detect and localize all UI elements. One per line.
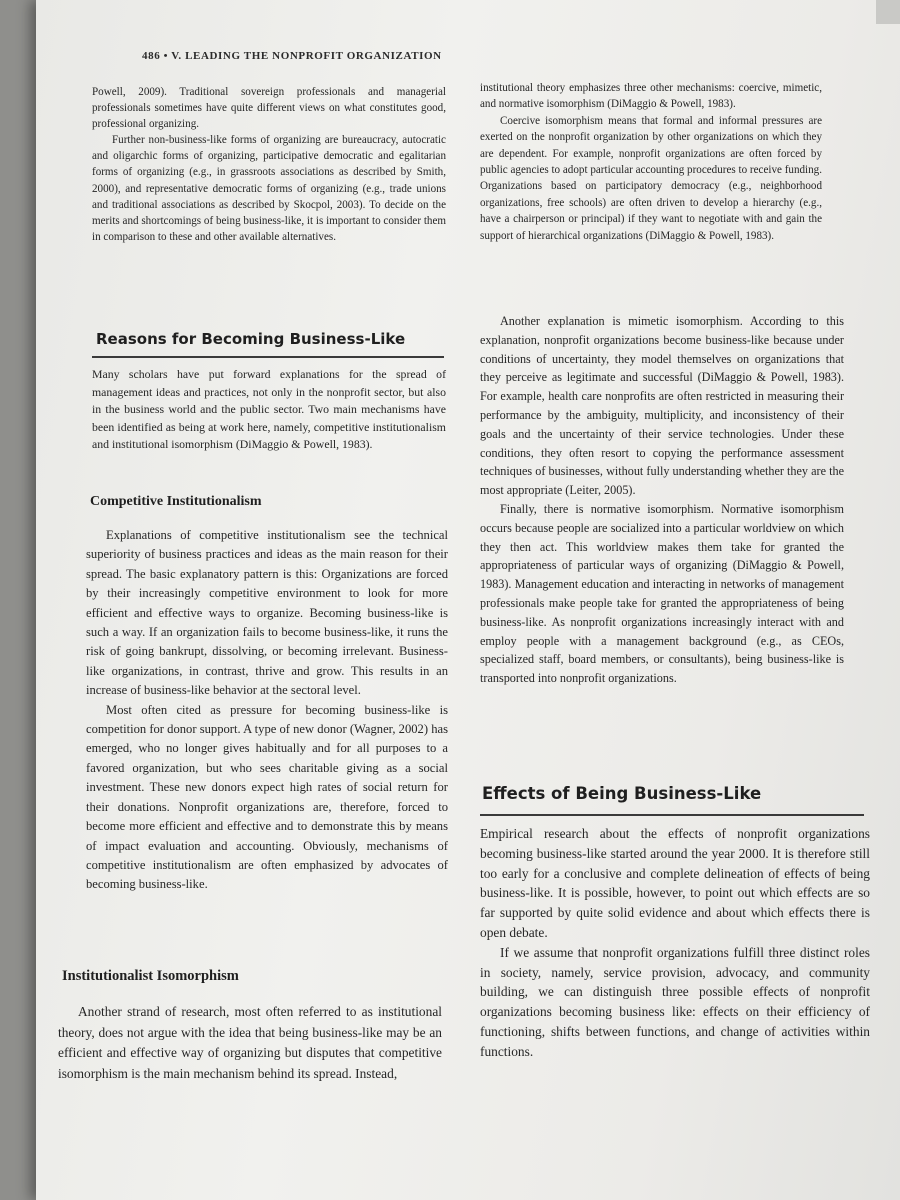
heading-rule [480,814,864,816]
paragraph: Many scholars have put forward explanations for the spread of management ideas and practices, not only in the nonprofit sector, but also in the business world and the public sector. Two main mechanisms have been identified as being at work here, namely, competitive institutionalism and institutional isomorphism (DiMaggio & Powell, 1983). [92,367,446,452]
isomorphism-text [58,1002,442,1084]
effects-text [480,824,870,1062]
paragraph: Coercive isomorphism means that formal and informal pressures are exerted on the nonprofit organization by other organizations on which they are dependent. For example, nonprofit organizations are often forced by public agencies to adopt particular accounting procedures to receive funding. Organizations based on participatory democracy (e.g., neighborhood organizations, free schools) are often driven to develop a hierarchy (e.g., have a chairperson or principal) if they want to negotiate with and gain the support of hierarchical organizations (DiMaggio & Powell, 1983). [480,114,822,242]
paragraph: If we assume that nonprofit organizations fulfill three distinct roles in society, namely, service provision, advocacy, and community building, we can distinguish three possible effects of nonprofit organizations becoming business like: effects on their efficiency of functioning, shifts between functions, and change of activities within functions. [480,944,870,1059]
subsection-heading-isomorphism: Institutionalist Isomorphism [62,968,239,984]
paragraph: Further non-business-like forms of organizing are bureaucracy, autocratic and oligarchic forms of organizing, participative democratic and egalitarian forms of organizing (e.g., in grassroots associations as described by Smith, 2000), and representative democratic forms of organizing (e.g., trade unions and traditional associations as described by Skocpol, 2003). To decide on the merits and shortcomings of being business-like, it is important to consider them in comparison to these and other available alternatives. [92,134,446,243]
paragraph: Finally, there is normative isomorphism. Normative isomorphism occurs because people are socialized into a particular worldview on which they then act. This worldview makes them take for granted the appropriateness of particular ways of organizing (DiMaggio & Powell, 1983). Management education and interacting in networks of management professionals make people take for granted the appropriateness of being business-like. As nonprofit organizations increasingly interact with and employ people with a management background (e.g., as CEOs, specialized staff, board members, or consultants), being business-like is transported into nonprofit organizations. [480,501,844,686]
paragraph: Empirical research about the effects of nonprofit organizations becoming business-like started around the year 2000. It is therefore still too early for a conclusive and complete delineation of effects of being business-like. It is possible, however, to point out which effects are so far supported by quite solid evidence and about which effects there is open debate. [480,826,870,940]
competitive-text [86,526,448,895]
paragraph: Most often cited as pressure for becoming business-like is competition for donor support. A type of new donor (Wagner, 2002) has emerged, who no longer gives habitually and for all purposes to a favored organization, but who sees charitable giving as a social investment. These new donors expect high rates of social return for their donations. Nonprofit organizations are, therefore, forced to become more efficient and effective and to demonstrate this by means of impact evaluation and accounting. Obviously, mechanisms of competitive institutionalism are often emphasized by advocates of becoming business-like. [86,702,448,892]
reasons-text [92,366,446,454]
paragraph: institutional theory emphasizes three other mechanisms: coercive, mimetic, and normative isomorphism (DiMaggio & Powell, 1983). [480,82,822,111]
paragraph: Another explanation is mimetic isomorphism. According to this explanation, nonprofit organizations become business-like because under conditions of uncertainty, they model themselves on organizations that they perceive as legitimate and successful (DiMaggio & Powell, 1983). For example, health care nonprofits are often restricted in measuring their performance by the ambiguity, multiplicity, and inconsistency of their goals and the uncertainty of their service technologies. Under these conditions, they often resort to copying the performance assessment techniques of businesses, without fully understanding whether they are the most appropriate (Leiter, 2005). [480,314,844,498]
paragraph: Explanations of competitive institutionalism see the technical superiority of business practices and ideas as the main reason for their spread. The basic explanatory pattern is this: Organizations are forced by their increasingly competitive environment to look for more efficient and effective ways to organize. Becoming business-like is such a way. If an organization fails to become business-like, it runs the risk of going bankrupt, dissolving, or becoming irrelevant. Business-like organizations, in contrast, thrive and grow. This results in an increase of business-like behavior at the sectoral level. [86,528,448,698]
section-heading-effects: Effects of Being Business-Like [482,784,762,803]
paragraph: Another strand of research, most often referred to as institutional theory, does not argue with the idea that being business-like may be an efficient and effective way of organizing but disputes that competitive isomorphism is the main mechanism behind its spread. Instead, [58,1004,442,1081]
book-page [36,0,900,1200]
subsection-heading-competitive: Competitive Institutionalism [90,494,262,509]
page-corner [876,0,900,24]
paragraph: Powell, 2009). Traditional sovereign professionals and managerial professionals sometimes have quite different views on what constitutes good, professional organizing. [92,86,446,131]
left-top-text [92,84,446,245]
right-top-text [480,80,822,244]
right-cont-text [480,312,844,688]
heading-rule [92,356,444,358]
running-head: 486 • V. LEADING THE NONPROFIT ORGANIZATION [142,50,442,62]
section-heading-reasons: Reasons for Becoming Business-Like [96,330,406,348]
